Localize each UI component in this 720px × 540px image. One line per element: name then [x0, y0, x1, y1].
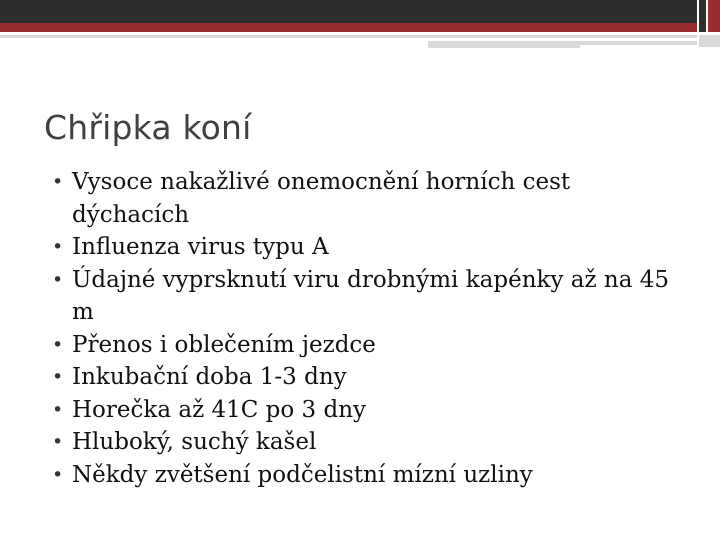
bullet-item	[52, 426, 682, 459]
header-divider-line	[0, 35, 697, 38]
bullet-text: • Inkubační doba 1-3 dny	[72, 364, 347, 390]
bullet-item	[52, 361, 682, 394]
bullet-list	[52, 166, 682, 491]
bullet-text: • Hluboký, suchý kašel	[72, 429, 317, 455]
bullet-item	[52, 394, 682, 427]
bullet-item	[52, 329, 682, 362]
bullet-item	[52, 264, 682, 329]
bullet-text: • Přenos i oblečením jezdce	[72, 331, 376, 358]
header-bar-dark-right	[699, 0, 706, 32]
bullet-text: • Někdy zvětšení podčelistní mízní uzliny	[72, 461, 533, 488]
bullet-item	[52, 166, 682, 231]
bullet-text: • Horečka až 41C po 3 dny	[72, 396, 367, 423]
slide-title: Chřipka koní	[44, 108, 252, 147]
header-divider-right	[699, 35, 720, 47]
header-bar-accent	[0, 23, 697, 32]
bullet-text: • Influenza virus typu A	[72, 234, 329, 260]
bullet-text: • Vysoce nakažlivé onemocnění horních cest dýchacích	[72, 169, 571, 228]
header-divider-line-shorter	[428, 45, 580, 48]
bullet-text: • Údajné vyprsknutí viru drobnými kapénky až na 45 m	[72, 266, 669, 325]
header-bar-accent-right	[708, 0, 720, 32]
bullet-item	[52, 459, 682, 492]
header-bar-dark	[0, 0, 697, 23]
bullet-item	[52, 231, 682, 264]
